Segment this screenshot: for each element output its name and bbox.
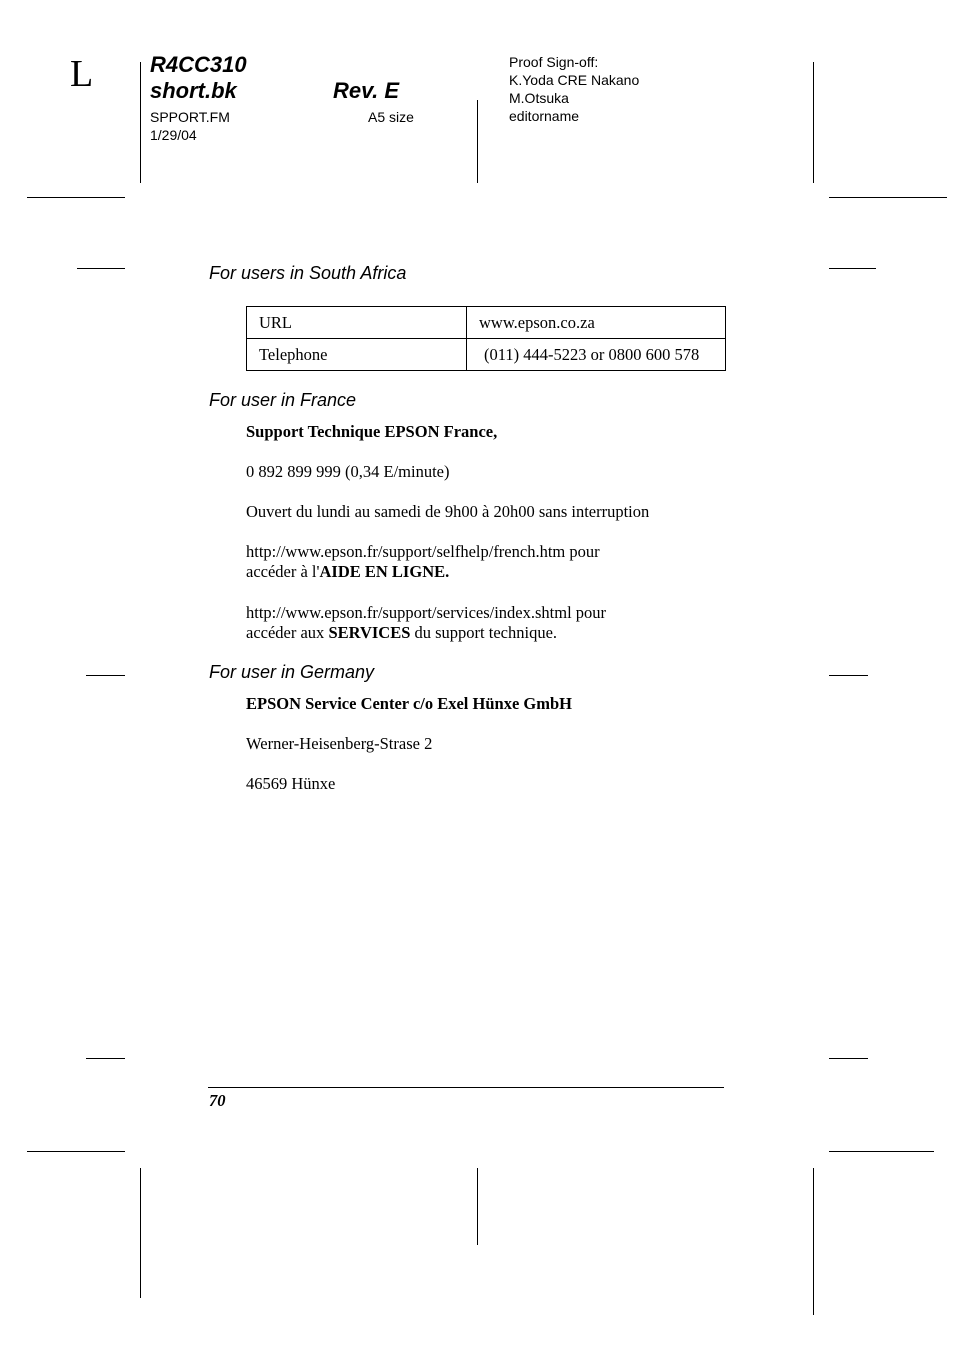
crop-mark	[477, 1168, 478, 1245]
crop-mark	[140, 1168, 141, 1298]
crop-mark	[77, 268, 125, 269]
date: 1/29/04	[150, 127, 197, 143]
heading-france: For user in France	[209, 390, 357, 410]
crop-mark	[829, 268, 876, 269]
bold-text: AIDE EN LIGNE.	[319, 562, 450, 581]
france-link-selfhelp-cont	[246, 562, 449, 582]
doc-title-line1: R4CC310	[150, 52, 247, 77]
page-number: 70	[209, 1091, 226, 1110]
france-link-services-cont	[246, 623, 557, 643]
crop-mark	[829, 1058, 868, 1059]
table-cell: Telephone	[247, 339, 467, 371]
crop-mark	[829, 675, 868, 676]
signoff-line: K.Yoda CRE Nakano	[509, 72, 640, 88]
south-africa-contact-table	[246, 306, 726, 371]
footer-rule	[208, 1087, 724, 1088]
signoff-line: editorname	[509, 108, 580, 124]
germany-street: Werner-Heisenberg-Strase 2	[246, 734, 433, 753]
germany-service-center: EPSON Service Center c/o Exel Hünxe GmbH	[246, 694, 572, 713]
heading-south-africa: For users in South Africa	[209, 263, 407, 283]
signoff-block	[509, 53, 639, 125]
text: accéder aux	[246, 623, 329, 642]
table-cell: URL	[247, 307, 467, 339]
text: accéder à l'	[246, 562, 320, 581]
table-cell: www.epson.co.za	[467, 307, 726, 339]
page-side-letter: L	[70, 53, 94, 95]
table-cell: (011) 444-5223 or 0800 600 578	[467, 339, 726, 371]
crop-mark	[813, 62, 814, 183]
crop-mark	[27, 1151, 125, 1152]
file-name: SPPORT.FM	[150, 109, 230, 125]
table-row	[247, 339, 726, 371]
crop-mark	[813, 1168, 814, 1315]
france-hours: Ouvert du lundi au samedi de 9h00 à 20h00 sans interruption	[246, 502, 650, 521]
crop-mark	[27, 197, 125, 198]
crop-mark	[829, 197, 947, 198]
heading-germany: For user in Germany	[209, 662, 375, 682]
crop-mark	[86, 675, 125, 676]
doc-title-line2: short.bk	[150, 78, 237, 103]
france-link-selfhelp: http://www.epson.fr/support/selfhelp/french.htm pour	[246, 542, 600, 561]
text: du support technique.	[410, 623, 558, 642]
france-link-services: http://www.epson.fr/support/services/index.shtml pour	[246, 603, 607, 622]
crop-mark	[86, 1058, 125, 1059]
paper-size: A5 size	[368, 109, 414, 125]
bold-text: SERVICES	[328, 623, 411, 642]
signoff-line: Proof Sign-off:	[509, 54, 599, 70]
crop-mark	[829, 1151, 934, 1152]
crop-mark	[477, 100, 478, 183]
france-support-title: Support Technique EPSON France,	[246, 422, 498, 441]
france-phone: 0 892 899 999 (0,34 E/minute)	[246, 462, 450, 481]
germany-city: 46569 Hünxe	[246, 774, 336, 793]
revision: Rev. E	[333, 78, 400, 103]
table-row	[247, 307, 726, 339]
signoff-line: M.Otsuka	[509, 90, 569, 106]
crop-mark	[140, 62, 141, 183]
